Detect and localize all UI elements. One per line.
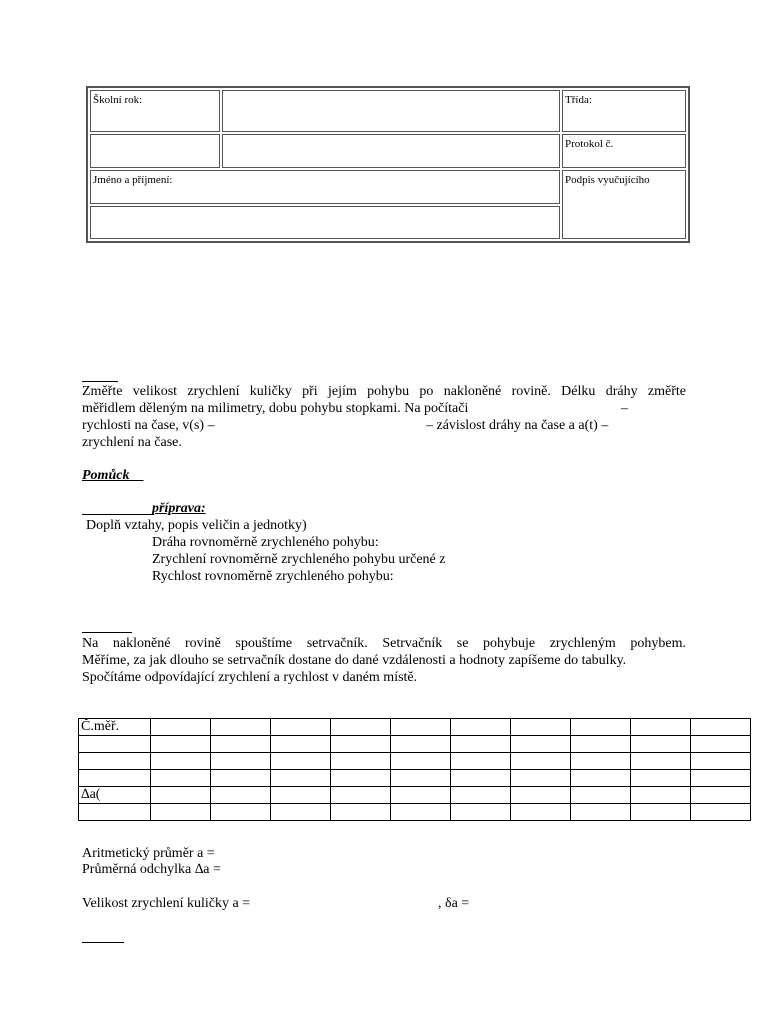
preparation-item-2: Zrychlení rovnoměrně zrychleného pohybu určené z (152, 552, 446, 567)
class-label-cell (562, 90, 686, 132)
procedure-line-3: Spočítáme odpovídající zrychlení a rychlost v daném místě. (82, 670, 418, 685)
school-year-field[interactable] (222, 90, 560, 132)
table-cell[interactable] (631, 753, 691, 770)
table-row (79, 719, 751, 736)
table-cell[interactable] (691, 770, 751, 787)
table-row (79, 753, 751, 770)
table-cell[interactable] (331, 736, 391, 753)
table-cell[interactable] (151, 753, 211, 770)
table-cell[interactable] (271, 736, 331, 753)
preparation-item-1: Dráha rovnoměrně zrychleného pohybu: (152, 535, 379, 550)
table-cell[interactable] (631, 770, 691, 787)
table-cell[interactable] (391, 770, 451, 787)
tools-heading: Pomůck (82, 468, 130, 483)
table-row (79, 787, 751, 804)
table-cell[interactable] (271, 753, 331, 770)
row-label-cell (79, 804, 151, 821)
table-cell[interactable] (211, 736, 271, 753)
table-cell[interactable] (271, 804, 331, 821)
table-cell[interactable] (211, 804, 271, 821)
result-magnitude: Velikost zrychlení kuličky a = (82, 896, 251, 911)
table-cell[interactable] (151, 719, 211, 736)
table-cell[interactable] (331, 770, 391, 787)
table-cell[interactable] (211, 770, 271, 787)
preparation-intro: Doplň vztahy, popis veličin a jednotky) (86, 518, 307, 533)
table-cell[interactable] (271, 787, 331, 804)
task-line-3a: rychlosti na čase, v(s) – (82, 418, 215, 433)
table-cell[interactable] (571, 719, 631, 736)
table-cell[interactable] (571, 804, 631, 821)
protocol-label-cell (562, 134, 686, 168)
table-cell[interactable] (391, 804, 451, 821)
table-cell[interactable] (271, 770, 331, 787)
task-line-2a: měřidlem děleným na milimetry, dobu pohybu stopkami. Na počítači (82, 401, 469, 416)
table-cell[interactable] (511, 787, 571, 804)
name-label: Jméno a příjmení: (93, 174, 173, 187)
table-cell[interactable] (331, 804, 391, 821)
table-cell[interactable] (511, 719, 571, 736)
table-cell[interactable] (151, 804, 211, 821)
table-cell[interactable] (391, 753, 451, 770)
table-cell[interactable] (691, 804, 751, 821)
row-label-cell (79, 736, 151, 753)
table-row (79, 804, 751, 821)
table-cell[interactable] (211, 719, 271, 736)
row-label-cell: ∆a( (79, 787, 151, 804)
result-relative-error: , δa = (438, 896, 470, 911)
table-row (79, 736, 751, 753)
table-cell[interactable] (451, 787, 511, 804)
task-line-1: Změřte velikost zrychlení kuličky při jejím pohybu po nakloněné rovině. Délku dráhy změřte (82, 384, 686, 399)
table-cell[interactable] (691, 753, 751, 770)
preparation-heading-line (82, 514, 152, 515)
task-line-4: zrychlení na čase. (82, 435, 182, 450)
blank-cell-left[interactable] (90, 134, 220, 168)
table-cell[interactable] (451, 719, 511, 736)
conclusion-heading-line (82, 942, 124, 943)
table-cell[interactable] (511, 736, 571, 753)
name-label-cell (90, 170, 560, 203)
table-cell[interactable] (571, 770, 631, 787)
table-cell[interactable] (151, 736, 211, 753)
table-cell[interactable] (151, 770, 211, 787)
table-cell[interactable] (451, 804, 511, 821)
blank-cell-middle[interactable] (222, 134, 560, 168)
name-field[interactable] (90, 206, 560, 239)
school-year-label-cell (90, 90, 220, 132)
table-cell[interactable] (691, 736, 751, 753)
teacher-signature-label: Podpis vyučujícího (565, 174, 650, 187)
table-cell[interactable] (211, 753, 271, 770)
row-label-cell: Č.měř. (79, 719, 151, 736)
table-cell[interactable] (331, 753, 391, 770)
table-cell[interactable] (571, 787, 631, 804)
task-line-2b: – (621, 401, 628, 416)
table-cell[interactable] (331, 719, 391, 736)
protocol-label: Protokol č. (565, 137, 614, 150)
table-cell[interactable] (631, 804, 691, 821)
school-year-label: Školní rok: (93, 94, 143, 106)
table-row (79, 770, 751, 787)
table-cell[interactable] (631, 719, 691, 736)
preparation-heading: příprava: (152, 501, 206, 516)
table-cell[interactable] (211, 787, 271, 804)
table-cell[interactable] (511, 804, 571, 821)
class-label: Třída: (565, 94, 592, 106)
table-cell[interactable] (691, 719, 751, 736)
row-label-cell (79, 753, 151, 770)
procedure-line-2: Měříme, za jak dlouho se setrvačník dostane do dané vzdálenosti a hodnoty zapíšeme do tabulky. (82, 653, 627, 668)
preparation-item-3: Rychlost rovnoměrně zrychleného pohybu: (152, 569, 394, 584)
header-table (86, 86, 690, 243)
row-label-cell (79, 770, 151, 787)
table-cell[interactable] (571, 753, 631, 770)
procedure-line-1: Na nakloněné rovině spouštíme setrvačník. Setrvačník se pohybuje zrychleným pohybem. (82, 636, 686, 651)
table-cell[interactable] (391, 736, 451, 753)
table-cell[interactable] (691, 787, 751, 804)
table-cell[interactable] (451, 736, 511, 753)
table-cell[interactable] (391, 787, 451, 804)
table-cell[interactable] (511, 753, 571, 770)
result-mean: Aritmetický průměr a = (82, 846, 215, 861)
table-cell[interactable] (451, 753, 511, 770)
measurement-table (78, 718, 751, 821)
table-cell[interactable] (331, 787, 391, 804)
table-cell[interactable] (511, 770, 571, 787)
procedure-heading-line (82, 632, 132, 633)
result-mean-deviation: Průměrná odchylka ∆a = (82, 862, 221, 877)
section-heading-line (82, 381, 118, 382)
table-cell[interactable] (451, 770, 511, 787)
signature-cell (562, 170, 686, 239)
table-cell[interactable] (631, 787, 691, 804)
table-cell[interactable] (271, 719, 331, 736)
task-line-3b: – závislost dráhy na čase a a(t) – (426, 418, 609, 433)
table-cell[interactable] (571, 736, 631, 753)
table-cell[interactable] (151, 787, 211, 804)
table-cell[interactable] (631, 736, 691, 753)
table-cell[interactable] (391, 719, 451, 736)
